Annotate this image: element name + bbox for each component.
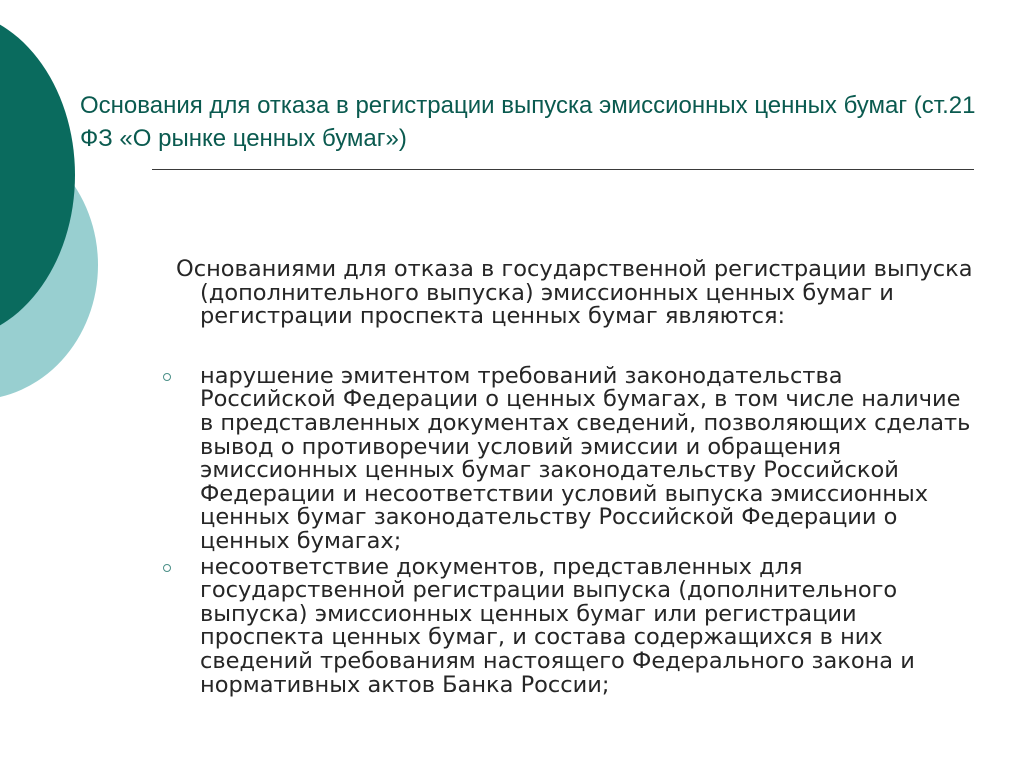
hollow-circle-bullet-icon bbox=[163, 373, 171, 381]
slide-body bbox=[176, 258, 976, 699]
list-item-text: несоответствие документов, представленных для государственной регистрации выпуска (дополнительного выпуска) эмиссионных ценных бумаг или регистрации проспекта ценных бумаг, и состава содержащихся в них сведений требованиям настоящего Федерального закона и нормативных актов Банка России; bbox=[200, 553, 915, 698]
list-item bbox=[176, 553, 976, 698]
grounds-list bbox=[176, 362, 976, 698]
title-divider bbox=[152, 169, 974, 170]
slide-title: Основания для отказа в регистрации выпуска эмиссионных ценных бумаг (ст.21 ФЗ «О рынке ценных бумаг») bbox=[80, 92, 976, 152]
hollow-circle-bullet-icon bbox=[163, 564, 171, 572]
intro-paragraph: Основаниями для отказа в государственной регистрации выпуска (дополнительного выпуска) эмиссионных ценных бумаг и регистрации проспекта ценных бумаг являются: bbox=[176, 256, 973, 330]
list-item bbox=[176, 362, 976, 554]
list-item-text: нарушение эмитентом требований законодательства Российской Федерации о ценных бумагах, в том числе наличие в представленных документах сведений, позволяющих сделать вывод о противоречии условий эмиссии и обращения эмиссионных ценных бумаг законодательству Российской Федерации и несоответствии условий выпуска эмиссионных ценных бумаг законодательству Российской Федерации о ценных бумагах; bbox=[200, 362, 971, 554]
